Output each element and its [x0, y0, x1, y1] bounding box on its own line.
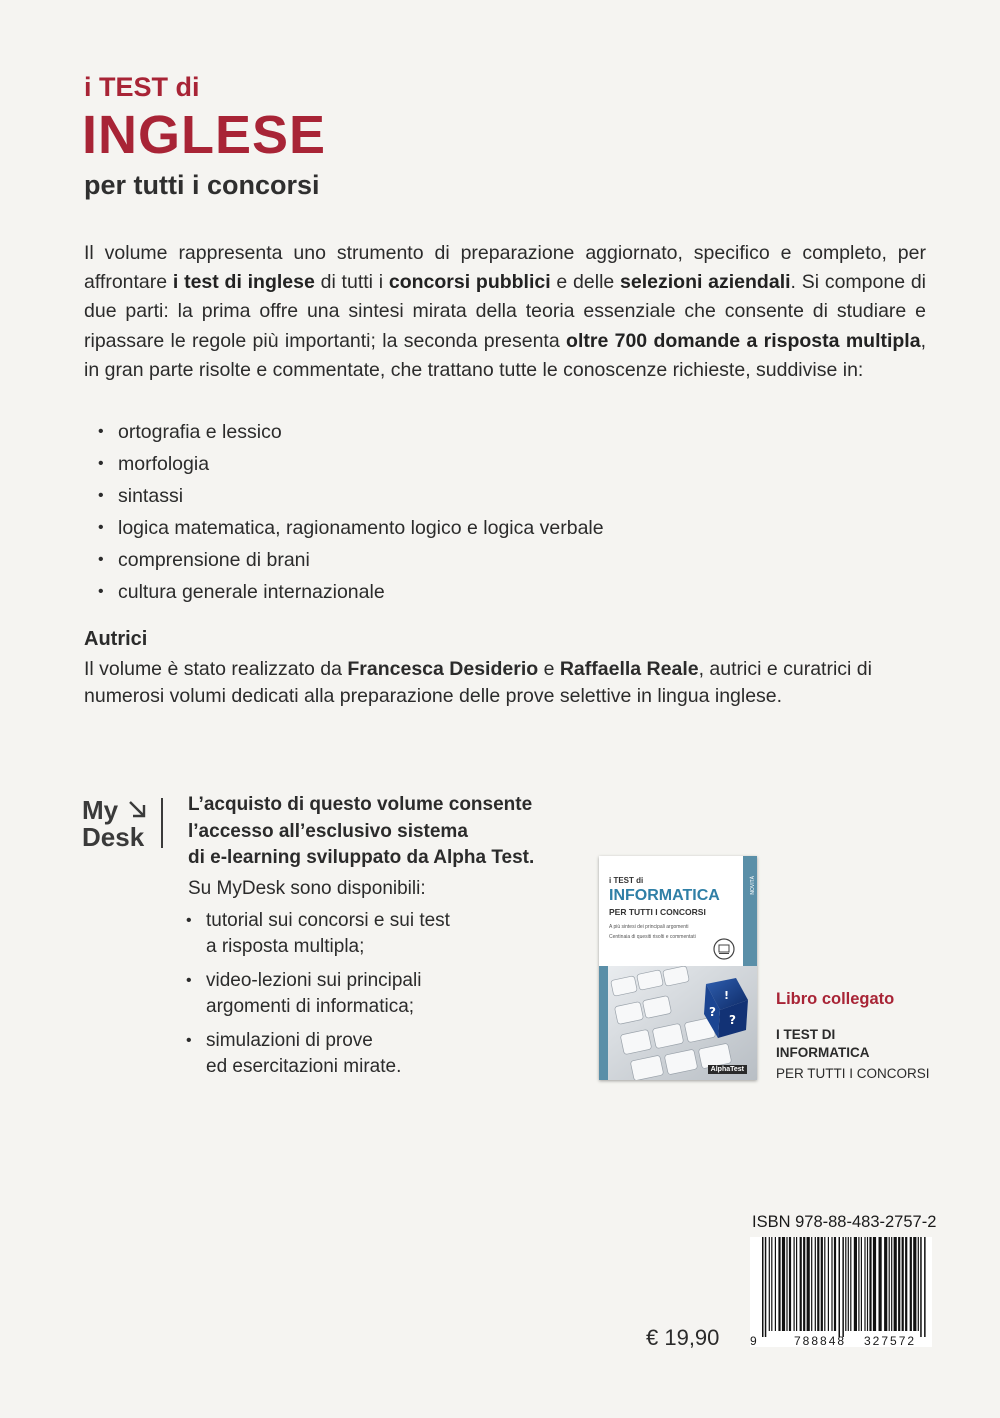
svg-text:!: !	[724, 989, 730, 1002]
barcode-bar	[817, 1237, 819, 1331]
barcode-bar	[910, 1237, 912, 1331]
barcode-bar	[867, 1237, 868, 1331]
linked-book-cover	[599, 856, 757, 1080]
arrow-down-right-icon	[128, 800, 146, 818]
mydesk-intro	[188, 792, 588, 872]
barcode-bar	[831, 1237, 832, 1331]
list-item: • sintassi	[98, 485, 184, 507]
linked-book-label: Libro collegato	[776, 990, 895, 1008]
cover-tagline: A più sintesi dei principali argomenti	[609, 924, 689, 930]
cover-title-prefix: i TEST di	[609, 876, 644, 885]
barcode-bar	[854, 1237, 857, 1331]
title-prefix: i TEST di	[84, 72, 200, 102]
cover-novita-label: NOVITÀ	[750, 876, 756, 895]
barcode-bar	[789, 1237, 791, 1331]
barcode-bar	[762, 1237, 764, 1337]
mydesk-logo-line1: My	[82, 795, 119, 825]
barcode-bar	[845, 1237, 846, 1331]
mydesk-logo	[82, 796, 162, 856]
barcode-bar	[765, 1237, 767, 1337]
cover-accent-strip	[743, 856, 757, 966]
list-item: • tutorial sui concorsi e sui test a risposta multipla;	[186, 910, 450, 957]
book-subtitle: per tutti i concorsi	[84, 170, 320, 200]
barcode-bar	[869, 1237, 871, 1331]
mydesk-intro-line: L’acquisto di questo volume consente	[188, 794, 533, 815]
barcode-bar	[821, 1237, 823, 1331]
mydesk-badge-icon	[713, 938, 735, 960]
book-title: INGLESE	[82, 105, 327, 165]
svg-text:?: ?	[709, 1005, 716, 1019]
isbn-barcode	[750, 1237, 932, 1347]
list-item: • cultura generale internazionale	[98, 581, 385, 603]
cover-spine-strip	[599, 966, 608, 1080]
barcode-bar	[850, 1237, 851, 1331]
barcode-bar	[769, 1237, 770, 1331]
list-item: • logica matematica, ragionamento logico e logica verbale	[98, 517, 604, 539]
authors-heading: Autrici	[84, 628, 148, 650]
barcode-bar	[794, 1237, 795, 1331]
price: € 19,90	[646, 1325, 720, 1350]
barcode-bar	[918, 1237, 919, 1331]
topics-list	[98, 416, 918, 608]
barcode-bar	[905, 1237, 907, 1331]
cover-title: INFORMATICA	[609, 887, 720, 904]
barcode-bar	[807, 1237, 810, 1331]
barcode-bar	[894, 1237, 897, 1331]
linked-book-title: INFORMATICA	[776, 1045, 870, 1060]
mydesk-intro-line: l’accesso all’esclusivo sistema	[188, 820, 468, 842]
mydesk-available-text: Su MyDesk sono disponibili:	[188, 878, 426, 899]
barcode-bar	[803, 1237, 805, 1331]
barcode-digits-right: 327572	[864, 1334, 917, 1347]
barcode-bar	[861, 1237, 862, 1331]
cover-subtitle: PER TUTTI I CONCORSI	[609, 907, 706, 917]
barcode-bar	[828, 1237, 829, 1331]
barcode-bar	[858, 1237, 859, 1331]
barcode-bar	[913, 1237, 916, 1331]
barcode-digits-left: 788848	[794, 1334, 847, 1347]
barcode-bar	[898, 1237, 900, 1331]
list-item: • morfologia	[98, 453, 210, 475]
barcode-bar	[796, 1237, 797, 1331]
barcode-bar	[902, 1237, 904, 1331]
barcode-bar	[782, 1237, 785, 1331]
svg-text:?: ?	[729, 1013, 736, 1027]
list-item: • comprensione di brani	[98, 549, 310, 571]
barcode-bar	[811, 1237, 812, 1331]
barcode-bar	[879, 1237, 882, 1331]
barcode-bar	[873, 1237, 876, 1331]
list-item: • simulazioni di prove ed esercitazioni mirate.	[186, 1030, 402, 1077]
barcode-bar	[786, 1237, 787, 1331]
list-item: • video-lezioni sui principali argomenti di informatica;	[186, 970, 422, 1017]
mydesk-divider	[161, 798, 163, 848]
cover-tagline: Centinaia di quesiti risolti e commentati	[609, 934, 696, 940]
list-item: • ortografia e lessico	[98, 421, 282, 443]
barcode-bar	[834, 1237, 836, 1331]
barcode-bar	[924, 1237, 926, 1337]
mydesk-intro-line: di e-learning sviluppato da Alpha Test.	[188, 847, 535, 868]
cover-publisher-logo: AlphaTest	[708, 1065, 747, 1074]
barcode-bar	[842, 1237, 844, 1337]
description-paragraph: Il volume rappresenta uno strumento di preparazione aggiornato, specifico e completo, per affrontare i test di inglese di tutti i concorsi pubblici e delle selezioni aziendali. Si compone di due parti: la prima offre una sintesi mirata della teoria essenziale che consente di studiare e ripassare le regole più importanti; la seconda presenta oltre 700 domande a risposta multipla, in gran parte risolte e commentate, che trattano tutte le conoscenze richieste, suddivise in:	[84, 242, 926, 381]
barcode-bar	[848, 1237, 849, 1331]
keyboard-dice-image	[608, 966, 757, 1080]
barcode-bar	[771, 1237, 772, 1331]
isbn-text: ISBN 978-88-483-2757-2	[752, 1213, 937, 1231]
barcode-digit-lead: 9	[750, 1334, 757, 1347]
barcode-bar	[778, 1237, 780, 1331]
linked-book-subtitle: PER TUTTI I CONCORSI	[776, 1066, 930, 1081]
linked-book-title: I TEST DI	[776, 1027, 836, 1042]
barcode-bar	[864, 1237, 865, 1331]
mydesk-features-list	[186, 908, 516, 1088]
barcode-bar	[891, 1237, 892, 1331]
barcode-bar	[800, 1237, 802, 1331]
barcode-bar	[815, 1237, 816, 1331]
barcode-bar	[889, 1237, 890, 1331]
authors-paragraph: Il volume è stato realizzato da Francesca Desiderio e Raffaella Reale, autrici e curatrici di numerosi volumi dedicati alla preparazione delle prove selettive in lingua inglese.	[84, 658, 872, 707]
barcode-bar	[824, 1237, 825, 1331]
barcode-bar	[920, 1237, 922, 1337]
barcode-bar	[775, 1237, 776, 1331]
barcode-bar	[884, 1237, 887, 1331]
mydesk-logo-line2: Desk	[82, 822, 145, 852]
barcode-bar	[839, 1237, 841, 1337]
